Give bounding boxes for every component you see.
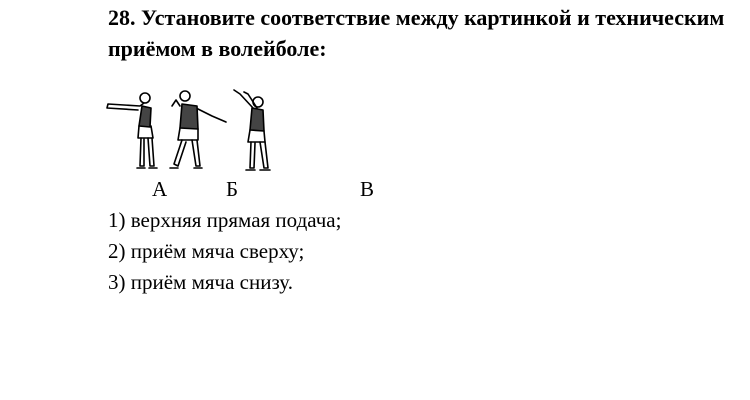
option-2: 2) приём мяча сверху;	[108, 239, 305, 263]
option-1: 1) верхняя прямая подача;	[108, 208, 342, 232]
forearm-pass-player-icon	[170, 91, 226, 168]
figure-label-a: А	[152, 177, 168, 201]
overhead-pass-player-icon	[234, 90, 270, 170]
question-title: 28. Установите соответствие между картинкой и техническим приёмом в волейболе:	[108, 5, 725, 61]
figure-label-v: В	[360, 177, 375, 201]
volleyball-figures	[100, 86, 280, 178]
answer-options	[108, 205, 341, 298]
figure-label-b: Б	[226, 177, 239, 201]
figure-labels	[0, 176, 750, 202]
underhand-serve-player-icon	[107, 93, 157, 168]
option-3: 3) приём мяча снизу.	[108, 270, 293, 294]
